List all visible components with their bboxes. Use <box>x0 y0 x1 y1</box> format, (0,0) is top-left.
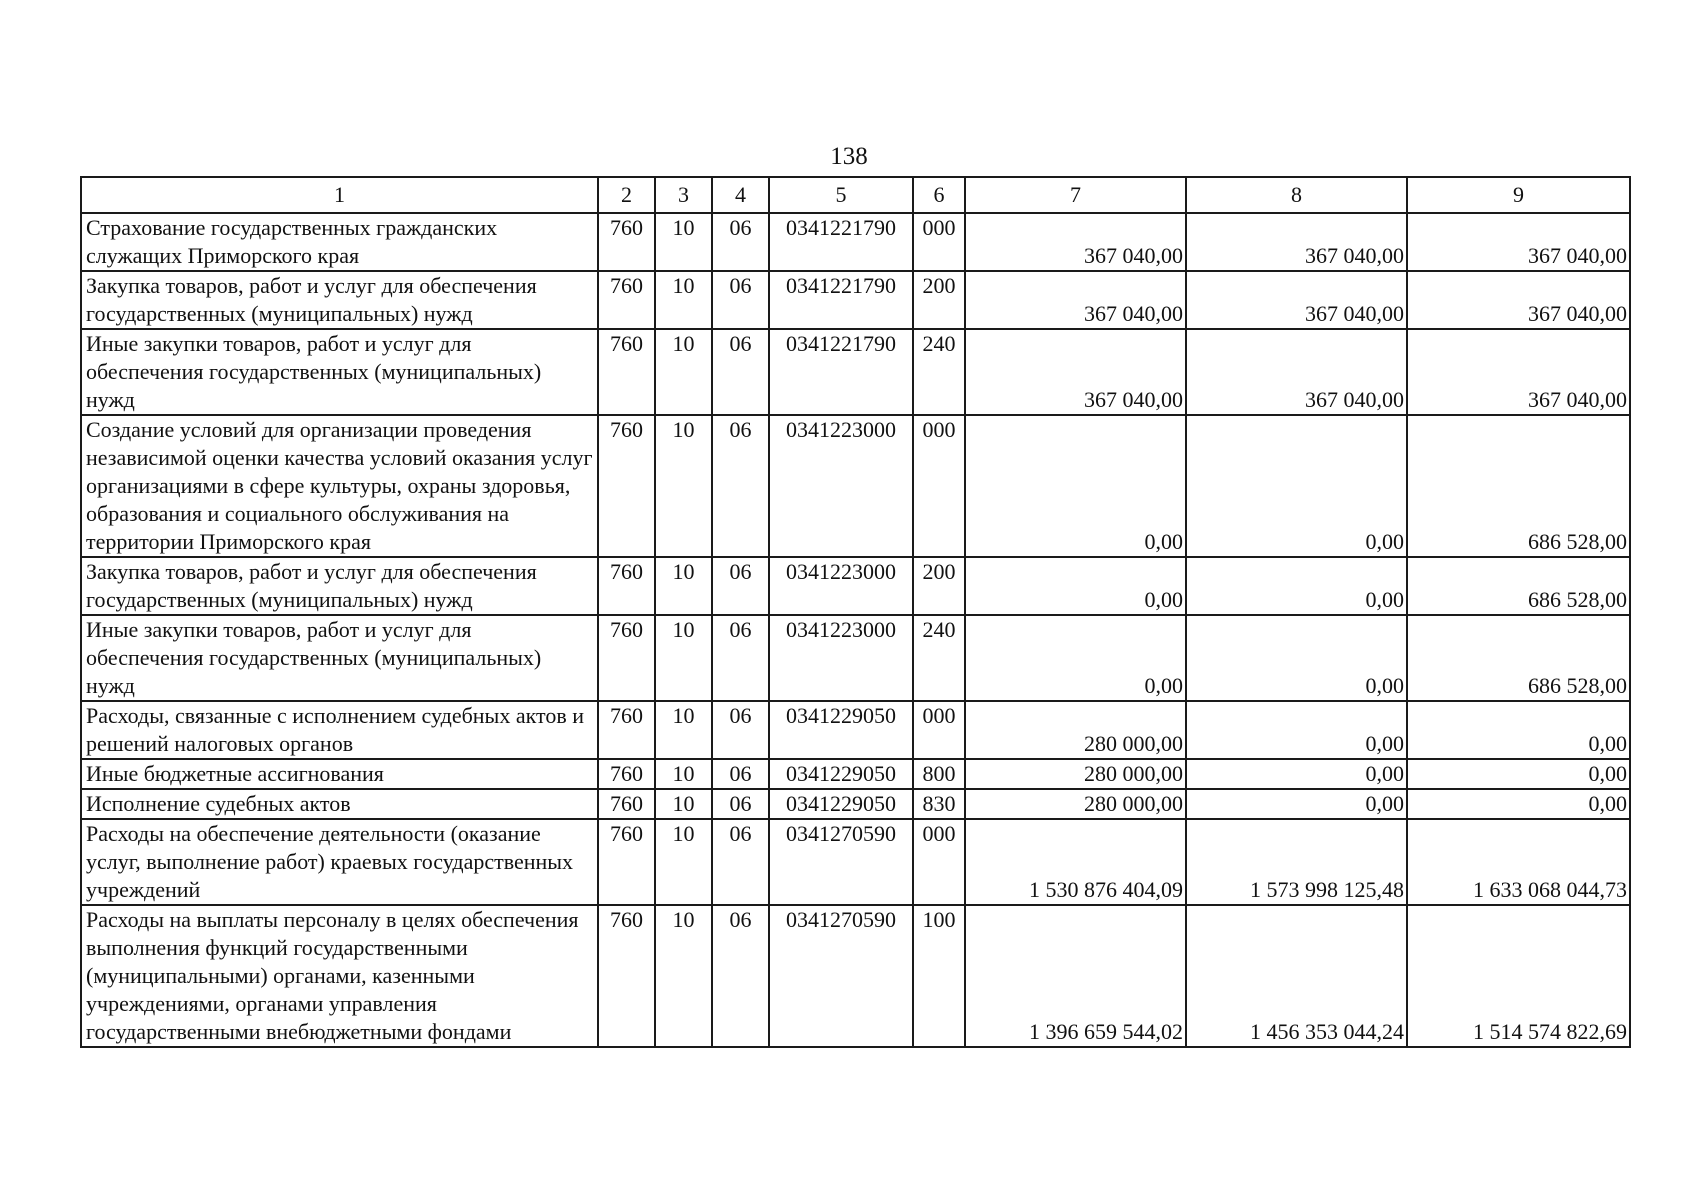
amount-cell-7: 1 530 876 404,09 <box>965 819 1186 905</box>
table-row <box>81 789 1630 819</box>
amount-cell-7: 0,00 <box>965 615 1186 701</box>
ministry-code-cell: 760 <box>598 213 655 271</box>
subsection-code-cell: 06 <box>712 789 769 819</box>
amount-cell-7: 367 040,00 <box>965 329 1186 415</box>
expense-name-cell: Создание условий для организации проведения независимой оценки качества условий оказания услуг организациями в сфере культуры, охраны здоровья, образования и социального обслуживания на территории Приморского края <box>81 415 598 557</box>
table-row <box>81 329 1630 415</box>
target-article-cell: 0341223000 <box>769 557 913 615</box>
table-row <box>81 759 1630 789</box>
amount-cell-9: 0,00 <box>1407 701 1630 759</box>
section-code-cell: 10 <box>655 415 712 557</box>
target-article-cell: 0341270590 <box>769 905 913 1047</box>
ministry-code-cell: 760 <box>598 557 655 615</box>
target-article-cell: 0341221790 <box>769 329 913 415</box>
table-row <box>81 213 1630 271</box>
amount-cell-9: 686 528,00 <box>1407 557 1630 615</box>
subsection-code-cell: 06 <box>712 701 769 759</box>
expense-name-cell: Расходы на выплаты персоналу в целях обеспечения выполнения функций государственными (муниципальными) органами, казенными учреждениями, органами управления государственными внебюджетными фондами <box>81 905 598 1047</box>
amount-cell-8: 367 040,00 <box>1186 329 1407 415</box>
ministry-code-cell: 760 <box>598 789 655 819</box>
subsection-code-cell: 06 <box>712 557 769 615</box>
table-row <box>81 271 1630 329</box>
section-code-cell: 10 <box>655 905 712 1047</box>
page-number: 138 <box>830 143 868 170</box>
amount-cell-9: 1 633 068 044,73 <box>1407 819 1630 905</box>
subsection-code-cell: 06 <box>712 759 769 789</box>
ministry-code-cell: 760 <box>598 329 655 415</box>
column-header: 9 <box>1407 177 1630 213</box>
amount-cell-9: 367 040,00 <box>1407 213 1630 271</box>
section-code-cell: 10 <box>655 819 712 905</box>
expense-name-cell: Иные закупки товаров, работ и услуг для обеспечения государственных (муниципальных) нужд <box>81 329 598 415</box>
amount-cell-8: 0,00 <box>1186 789 1407 819</box>
expense-type-cell: 000 <box>913 213 965 271</box>
expense-name-cell: Страхование государственных гражданских служащих Приморского края <box>81 213 598 271</box>
target-article-cell: 0341229050 <box>769 701 913 759</box>
ministry-code-cell: 760 <box>598 701 655 759</box>
expense-type-cell: 000 <box>913 415 965 557</box>
expense-type-cell: 200 <box>913 557 965 615</box>
amount-cell-7: 0,00 <box>965 415 1186 557</box>
ministry-code-cell: 760 <box>598 759 655 789</box>
target-article-cell: 0341229050 <box>769 789 913 819</box>
section-code-cell: 10 <box>655 213 712 271</box>
section-code-cell: 10 <box>655 701 712 759</box>
table-row <box>81 819 1630 905</box>
ministry-code-cell: 760 <box>598 905 655 1047</box>
column-header: 2 <box>598 177 655 213</box>
column-header: 5 <box>769 177 913 213</box>
amount-cell-7: 367 040,00 <box>965 271 1186 329</box>
target-article-cell: 0341223000 <box>769 415 913 557</box>
section-code-cell: 10 <box>655 789 712 819</box>
amount-cell-8: 0,00 <box>1186 759 1407 789</box>
amount-cell-7: 0,00 <box>965 557 1186 615</box>
amount-cell-9: 0,00 <box>1407 789 1630 819</box>
amount-cell-9: 367 040,00 <box>1407 329 1630 415</box>
amount-cell-8: 0,00 <box>1186 701 1407 759</box>
section-code-cell: 10 <box>655 759 712 789</box>
target-article-cell: 0341270590 <box>769 819 913 905</box>
expense-type-cell: 200 <box>913 271 965 329</box>
column-header: 3 <box>655 177 712 213</box>
table-row <box>81 905 1630 1047</box>
amount-cell-9: 367 040,00 <box>1407 271 1630 329</box>
expense-type-cell: 240 <box>913 329 965 415</box>
subsection-code-cell: 06 <box>712 905 769 1047</box>
section-code-cell: 10 <box>655 615 712 701</box>
ministry-code-cell: 760 <box>598 271 655 329</box>
target-article-cell: 0341221790 <box>769 213 913 271</box>
subsection-code-cell: 06 <box>712 271 769 329</box>
table-row <box>81 701 1630 759</box>
target-article-cell: 0341223000 <box>769 615 913 701</box>
amount-cell-8: 367 040,00 <box>1186 271 1407 329</box>
amount-cell-7: 280 000,00 <box>965 759 1186 789</box>
amount-cell-8: 0,00 <box>1186 415 1407 557</box>
subsection-code-cell: 06 <box>712 329 769 415</box>
amount-cell-7: 280 000,00 <box>965 789 1186 819</box>
expense-name-cell: Иные бюджетные ассигнования <box>81 759 598 789</box>
target-article-cell: 0341229050 <box>769 759 913 789</box>
subsection-code-cell: 06 <box>712 819 769 905</box>
amount-cell-7: 280 000,00 <box>965 701 1186 759</box>
expense-name-cell: Расходы, связанные с исполнением судебных актов и решений налоговых органов <box>81 701 598 759</box>
expense-type-cell: 100 <box>913 905 965 1047</box>
expense-type-cell: 000 <box>913 819 965 905</box>
subsection-code-cell: 06 <box>712 213 769 271</box>
column-header: 8 <box>1186 177 1407 213</box>
expense-name-cell: Закупка товаров, работ и услуг для обеспечения государственных (муниципальных) нужд <box>81 557 598 615</box>
table-row <box>81 557 1630 615</box>
section-code-cell: 10 <box>655 557 712 615</box>
column-header: 6 <box>913 177 965 213</box>
amount-cell-7: 1 396 659 544,02 <box>965 905 1186 1047</box>
amount-cell-9: 686 528,00 <box>1407 615 1630 701</box>
subsection-code-cell: 06 <box>712 415 769 557</box>
expense-type-cell: 000 <box>913 701 965 759</box>
amount-cell-9: 686 528,00 <box>1407 415 1630 557</box>
subsection-code-cell: 06 <box>712 615 769 701</box>
column-header: 7 <box>965 177 1186 213</box>
expense-type-cell: 240 <box>913 615 965 701</box>
amount-cell-8: 0,00 <box>1186 557 1407 615</box>
table-row <box>81 615 1630 701</box>
amount-cell-8: 1 573 998 125,48 <box>1186 819 1407 905</box>
ministry-code-cell: 760 <box>598 615 655 701</box>
expense-type-cell: 830 <box>913 789 965 819</box>
target-article-cell: 0341221790 <box>769 271 913 329</box>
section-code-cell: 10 <box>655 271 712 329</box>
amount-cell-8: 367 040,00 <box>1186 213 1407 271</box>
column-header: 1 <box>81 177 598 213</box>
amount-cell-8: 1 456 353 044,24 <box>1186 905 1407 1047</box>
amount-cell-8: 0,00 <box>1186 615 1407 701</box>
amount-cell-9: 0,00 <box>1407 759 1630 789</box>
header-row <box>81 177 1630 213</box>
table-row <box>81 415 1630 557</box>
expense-name-cell: Расходы на обеспечение деятельности (оказание услуг, выполнение работ) краевых государственных учреждений <box>81 819 598 905</box>
expense-name-cell: Закупка товаров, работ и услуг для обеспечения государственных (муниципальных) нужд <box>81 271 598 329</box>
expense-type-cell: 800 <box>913 759 965 789</box>
amount-cell-7: 367 040,00 <box>965 213 1186 271</box>
ministry-code-cell: 760 <box>598 415 655 557</box>
expense-name-cell: Исполнение судебных актов <box>81 789 598 819</box>
budget-table <box>80 176 1631 1048</box>
column-header: 4 <box>712 177 769 213</box>
amount-cell-9: 1 514 574 822,69 <box>1407 905 1630 1047</box>
section-code-cell: 10 <box>655 329 712 415</box>
expense-name-cell: Иные закупки товаров, работ и услуг для обеспечения государственных (муниципальных) нужд <box>81 615 598 701</box>
ministry-code-cell: 760 <box>598 819 655 905</box>
